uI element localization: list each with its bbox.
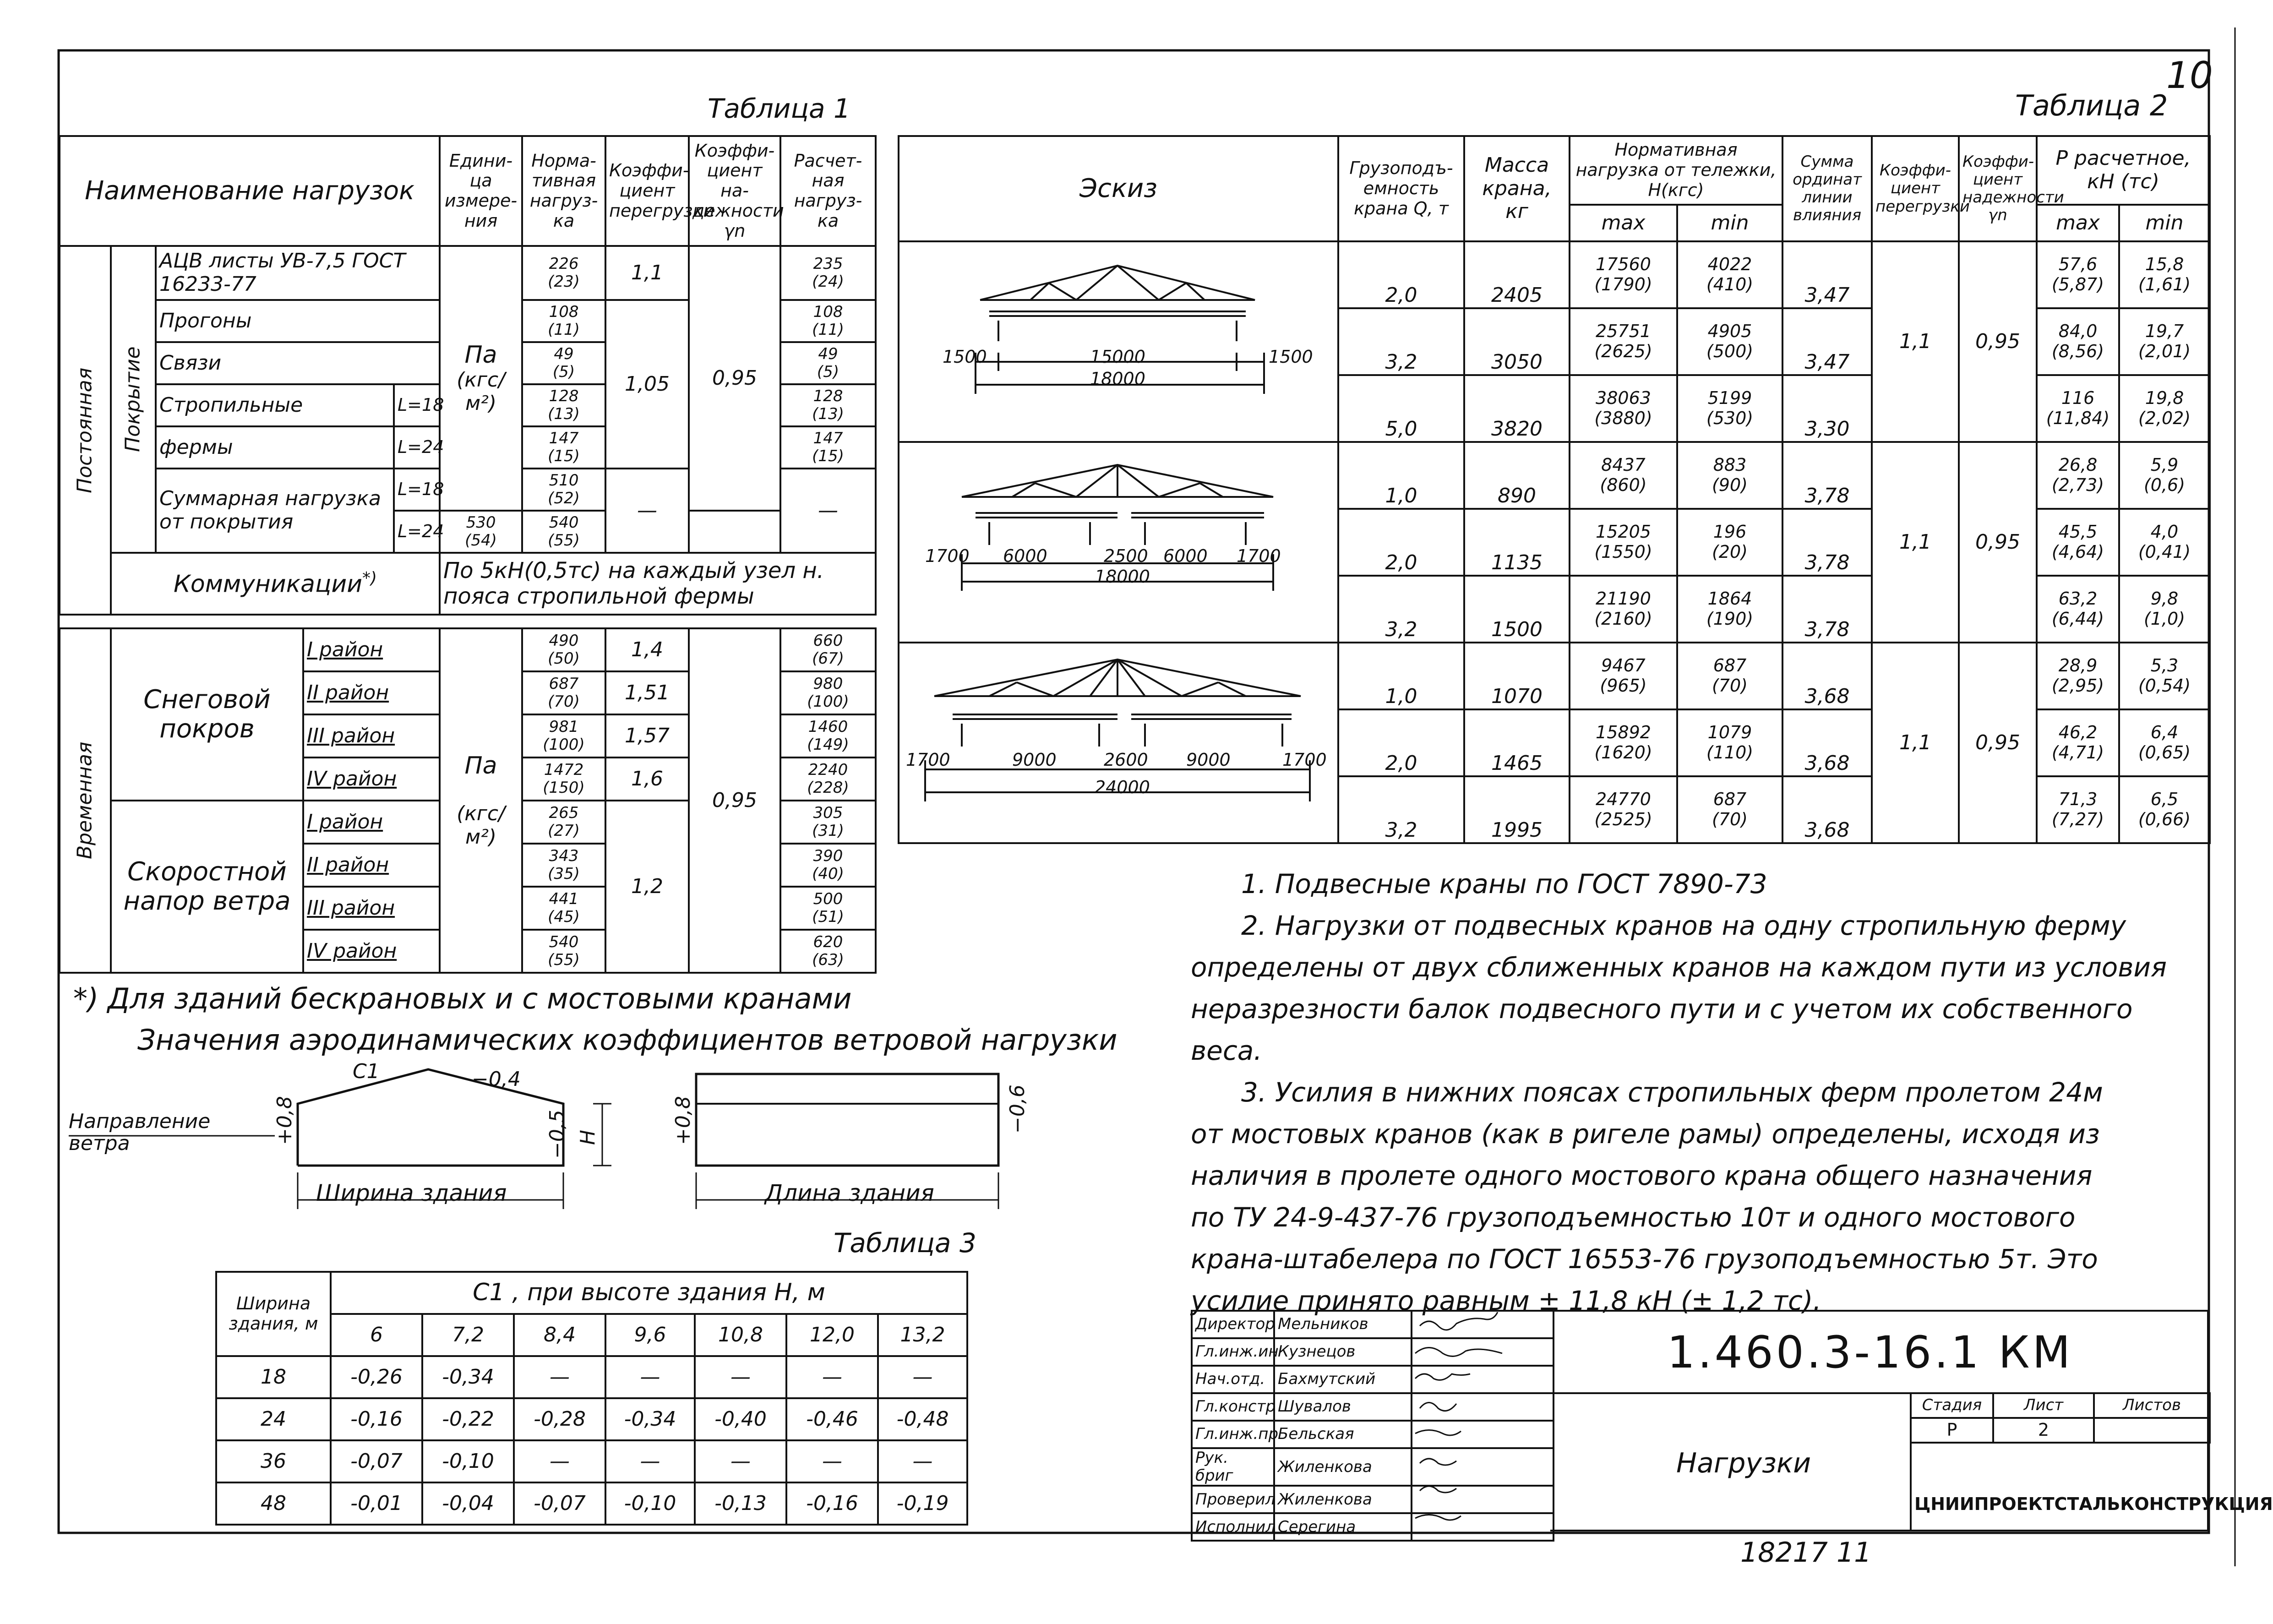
t1-h-name: Наименование нагрузок [60,136,440,246]
table-row: 18 -0,26 -0,34 — — — — — [216,1356,967,1398]
dim-2-mid: 2500 [1104,546,1148,566]
t1-postoyannaya: Постоянная [60,246,111,615]
t1-r4-name1: Стропильные [156,384,394,426]
t1-komm-text: По 5кН(0,5тс) на каждый узел н. пояса стропильной фермы [440,553,876,615]
footnote: *) Для зданий бескрановых и с мостовыми кранами [73,982,852,1015]
t1-r5-name: Суммарная нагрузка от покрытия [156,469,394,553]
t3-h-c1: C1 , при высоте здания H, м [331,1272,967,1314]
t2-h-q: Грузоподъ-емность крана Q, т [1338,136,1464,241]
t1-wind-name: Скоростной напор ветра [111,801,303,973]
table2: Эскиз Грузоподъ-емность крана Q, т Масса крана, кг Нормативная нагрузка от тележки, Н(кгс) Сумма ординат линии влияния Коэффи-циент перегрузки Коэффи-циент надежности γn P расчетное, кН (тс) max min max min 2,0 2405 17560 (1790) 4022 (410) 3,47 1,1 0,95 57,6 (5,87) 15,8 (1,61) 3,2 3050 25751 (2625) 4905 (500) 3,47 84,0 (8,56) 19,7 (2,01) 5,0 3820 38063 (3880) 5199 (530) 3,30 116 (11,84) 19,8 (2,02) 1,0 890 8437 (860) 883 (90) 3,78 1,1 0,95 26,8 (2,73) 5,9 (0,6) 2,0 1135 15205 (1550) 196 (20) 3,78 45,5 (4,64) 4,0 (0,41) 3,2 1500 21190 (2160) 1864 (190) 3,78 63,2 (6,44) 9,8 (1,0) 1,0 1070 9467 (965) 687 (70) 3,68 1,1 0,95 28,9 (2,95) 5,3 (0,54) 2,0 1465 15892 (1620) 1079 (110) 3,68 46,2 (4,71) 6,4 (0,65) 3,2 1995 24770 (2525) 687 (70) 3,68 71,3 (7,27) 6,5 (0,66) [898,135,2211,844]
t1-pokrytie: Покрытие [111,246,156,553]
aero-length: Длина здания [765,1180,934,1206]
t1-komm-name: Коммуникации*) [111,553,440,615]
t1-h-unit: Едини-ца измере-ния [440,136,522,246]
t1-k-r23: 1,05 [605,300,689,469]
dim-3-left: 1700 [906,750,950,770]
t1-unit-temp: Па (кгс/м²) [440,628,522,973]
t1-r1-k: 1,1 [605,246,689,300]
stamp-sheet-info: Стадия Лист Листов Р 2 [1910,1392,2211,1444]
t1-gamma-perm: 0,95 [689,246,780,511]
dim-2-b: 6000 [1163,546,1208,566]
t1-snow-name: Снеговой покров [111,628,303,801]
drawing-code: 1.460.3-16.1 КМ [1667,1327,2073,1378]
aero-H: H [576,1129,600,1145]
t1-wind-k: 1,2 [605,801,689,973]
t1-r4-name2: фермы [156,426,394,469]
aero-p08a: +0,8 [273,1096,296,1145]
page-number: 10 [2166,54,2213,97]
t1-h-norm: Норма-тивная нагруз-ка [522,136,605,246]
table1: Наименование нагрузок Едини-ца измере-ния Норма-тивная нагруз-ка Коэффи-циент перегрузки Коэффи-циент на-дежности γn Расчет-ная нагруз-ка Постоянная Покрытие АЦВ листы УВ-7,5 ГОСТ 16233-77 Па (кгс/м²) 226 (23) 1,1 0,95 235 (24) Прогоны 108 (11) 1,05 108 (11) Связи 49 (5) 49 (5) Стропильные L=18 128 (13) 128 (13) фермы L=24 147 (15) 147 (15) Суммарная нагрузка от покрытия L=18 510 (52) — — L=24 530 (54) 540 (55) Коммуникации*) По 5кН(0,5тс) на каждый узел н. пояса стропильной фермы [59,135,877,616]
dim-2-total: 18000 [1095,567,1150,587]
aero-p08b: +0,8 [671,1096,695,1145]
table3: Ширина здания, м C1 , при высоте здания H, м 6 7,2 8,4 9,6 10,8 12,0 13,2 18 -0,26 -0,34 — — — — — 24 -0,16 -0,22 -0,28 -0,34 -0,40 -0,46 -0,48 36 -0,07 -0,10 — — — — — 48 -0,01 -0,04 -0,07 -0,10 -0,13 -0,16 -0,19 [215,1271,968,1526]
table-row: 48 -0,01 -0,04 -0,07 -0,10 -0,13 -0,16 -0,19 [216,1482,967,1525]
aero-c1: C1 [353,1060,380,1083]
dim-3-b: 9000 [1186,750,1231,770]
dim-2-left: 1700 [925,546,970,566]
stamp-signatures: Директор Мельников Гл.инж.ин Кузнецов Нач.отд. Бахмутский Гл.констр Шувалов Гл.инж.пр Бельская Рук. бриг Жиленкова Проверил Жиленкова Исполнил Серегина [1191,1310,1554,1542]
table3-caption: Таблица 3 [834,1227,976,1259]
dim-2-right: 1700 [1237,546,1281,566]
table2-caption: Таблица 2 [2015,89,2168,122]
t1-vremennaya: Временная [60,628,111,973]
table1-caption: Таблица 1 [708,93,850,124]
t2-h-g: Коэффи-циент надежности γn [1959,136,2037,241]
t1-r3-name: Связи [156,342,440,384]
t1-r1-name: АЦВ листы УВ-7,5 ГОСТ 16233-77 [156,246,440,300]
t2-h-sketch: Эскиз [899,136,1338,241]
drawing-title: Нагрузки [1676,1447,1811,1479]
t2-h-p: P расчетное, кН (тс) [2037,136,2210,205]
t1-r2-name: Прогоны [156,300,440,342]
dim-2-a: 6000 [1003,546,1047,566]
t1-unit-perm: Па (кгс/м²) [440,246,522,511]
aero-wind-dir: Направление ветра [69,1110,211,1155]
aero-width: Ширина здания [316,1180,507,1206]
dim-1-left: 1500 [943,347,987,367]
t3-h-width: Ширина здания, м [216,1272,331,1356]
dim-3-a: 9000 [1012,750,1057,770]
t2-h-sum: Сумма ординат линии влияния [1782,136,1872,241]
notes: 1. Подвесные краны по ГОСТ 7890-73 2. Нагрузки от подвесных кранов на одну стропильную ферму определены от двух сближенных кранов на каждом пути из условия неразрезности балок подвесного пути и с учетом их собственного веса. 3. Усилия в нижних поясах стропильных ферм пролетом 24м от мостовых кранов (как в ригеле рамы) определены, исходя из наличия в пролете одного мостового крана общего назначения по ТУ 24-9-437-76 грузоподъемностью 10т и одного мостового крана-штабелера по ГОСТ 16553-76 грузоподъемностью 5т. Это усилие принято равным ± 11,8 кН (± 1,2 тс). [1191,868,2167,1316]
t1-h-gamma: Коэффи-циент на-дежности γn [689,136,780,246]
table1-temp: Временная Снеговой покров I район Па (кгс/м²) 490 (50) 1,4 0,95 660 (67) II район 687 (70) 1,51 980 (100) III район 981 (100) 1,57 1460 (149) IV район 1472 (150) 1,6 2240 (228) Скоростной напор ветра I район 265 (27) 1,2 305 (31) II район 343 (35) 390 (40) III район 441 (45) 500 (51) IV район 540 (55) 620 (63) [59,627,877,974]
t1-h-k: Коэффи-циент перегрузки [605,136,689,246]
table-row: 36 -0,07 -0,10 — — — — — [216,1440,967,1482]
t1-gamma-temp: 0,95 [689,628,780,973]
t1-h-calc: Расчет-ная нагруз-ка [780,136,876,246]
t2-h-k: Коэффи-циент перегрузки [1872,136,1959,241]
dim-3-right: 1700 [1282,750,1327,770]
dim-1-total: 18000 [1090,369,1145,389]
dim-1-center: 15000 [1090,347,1145,367]
t2-h-norm: Нормативная нагрузка от тележки, Н(кгс) [1570,136,1782,205]
organization: ЦНИИПРОЕКТСТАЛЬКОНСТРУКЦИЯ [1914,1494,2273,1514]
aero-title: Значения аэродинамических коэффициентов ветровой нагрузки [137,1023,1117,1057]
dim-3-total: 24000 [1095,777,1150,797]
dim-3-mid: 2600 [1104,750,1148,770]
aero-m06: −0,6 [1006,1084,1029,1134]
aero-m04: −0,4 [472,1068,521,1091]
t2-h-mass: Масса крана, кг [1464,136,1570,241]
dim-1-right: 1500 [1269,347,1313,367]
archive-number: 18217 11 [1740,1537,1872,1569]
table-row: 24 -0,16 -0,22 -0,28 -0,34 -0,40 -0,46 -0,48 [216,1398,967,1440]
aero-m05: −0,5 [545,1110,569,1159]
